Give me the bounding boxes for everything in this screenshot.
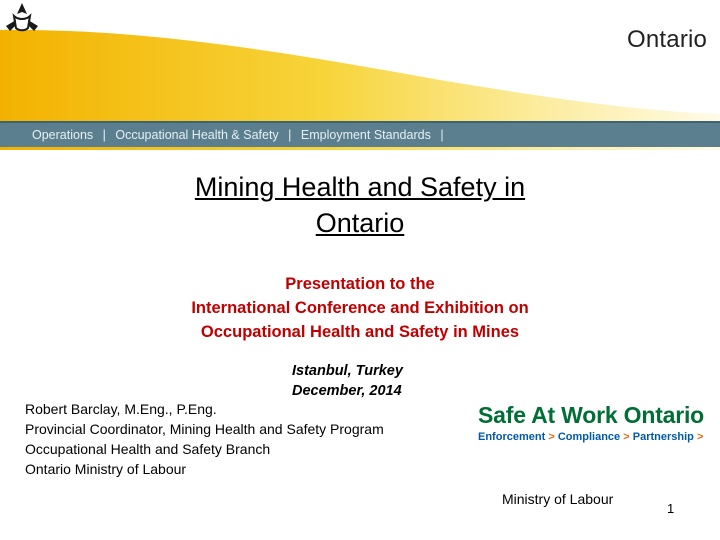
slide-title-line1: Mining Health and Safety in xyxy=(194,172,526,202)
author-name: Robert Barclay, M.Eng., P.Eng. xyxy=(25,401,217,417)
nav-separator: | xyxy=(102,128,106,142)
nav-separator: | xyxy=(440,128,444,142)
author-branch: Occupational Health and Safety Branch xyxy=(25,441,271,457)
nav-item-employment-standards[interactable]: Employment Standards xyxy=(300,128,431,142)
nav-separator: | xyxy=(288,128,292,142)
nav-item-operations[interactable]: Operations xyxy=(32,128,94,142)
chevron-right-icon: > xyxy=(548,431,555,443)
saw-enforcement: Enforcement xyxy=(478,431,546,443)
saw-subtitle xyxy=(478,431,704,443)
ontario-logo-text: Ontario xyxy=(627,26,708,53)
author-role: Provincial Coordinator, Mining Health and Safety Program xyxy=(25,421,384,437)
chevron-right-icon: > xyxy=(623,431,630,443)
slide-title-line2: Ontario xyxy=(315,208,405,238)
ontario-trillium-icon xyxy=(0,0,125,50)
footer-ministry: Ministry of Labour xyxy=(502,491,614,507)
subtitle-line1: Presentation to the xyxy=(285,275,435,293)
subtitle-line2: International Conference and Exhibition on xyxy=(191,299,529,317)
page-number: 1 xyxy=(667,501,675,516)
event-location: Istanbul, Turkey xyxy=(292,363,403,379)
subtitle-line3: Occupational Health and Safety in Mines xyxy=(200,323,520,341)
saw-title: Safe At Work Ontario xyxy=(478,402,705,428)
nav-bar xyxy=(0,121,720,147)
nav-item-ohs[interactable]: Occupational Health & Safety xyxy=(115,128,279,142)
saw-partnership: Partnership xyxy=(632,431,694,443)
safe-at-work-logo xyxy=(478,402,704,443)
chevron-right-icon: > xyxy=(696,431,704,443)
author-ministry: Ontario Ministry of Labour xyxy=(25,461,187,477)
event-date: December, 2014 xyxy=(292,383,402,399)
saw-compliance: Compliance xyxy=(557,431,621,443)
